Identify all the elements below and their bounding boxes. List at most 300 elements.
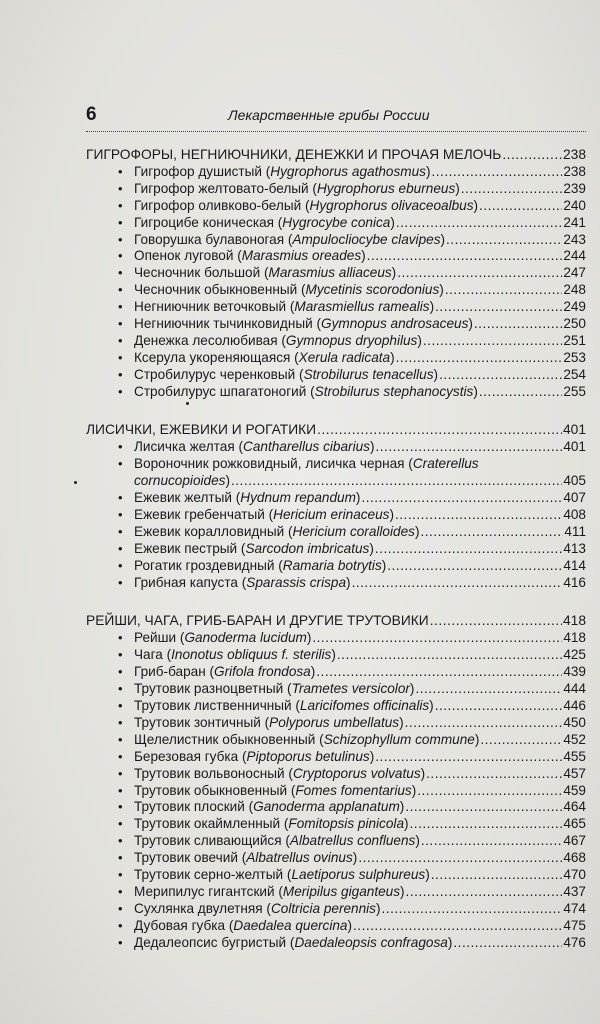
entry-close-paren: ): [369, 748, 375, 764]
dot-leader: [453, 935, 562, 952]
entry-page: 253: [563, 349, 586, 365]
section-page: 418: [562, 613, 586, 629]
toc-entry[interactable]: [86, 867, 586, 884]
entry-title: [134, 333, 422, 350]
entry-title-continued: [134, 473, 230, 490]
entry-title: [134, 350, 395, 367]
entry-latin-name: Hydnum repandum: [240, 490, 356, 506]
toc-entry[interactable]: [86, 456, 586, 473]
entry-latin-name: Albatrellus ovinus: [246, 850, 353, 866]
entry-close-paren: ): [399, 799, 405, 815]
section-heading[interactable]: [86, 421, 586, 439]
entry-page: 474: [563, 900, 586, 916]
entry-close-paren: ): [439, 282, 444, 298]
entry-latin-name: Marasmiellus ramealis: [294, 299, 430, 315]
entry-title: [134, 282, 444, 299]
toc-entry[interactable]: [86, 490, 586, 507]
entry-page: 475: [563, 917, 586, 933]
entry-latin-name: Strobilurus tenacellus: [303, 366, 434, 382]
entry-title: [134, 884, 405, 901]
dot-leader: [410, 816, 563, 833]
dot-leader: [426, 766, 562, 783]
dot-leader: [421, 833, 562, 850]
entry-page: 425: [563, 647, 586, 663]
dot-leader: [353, 918, 562, 935]
entry-title: [134, 850, 357, 867]
page-header: [86, 104, 586, 130]
entry-close-paren: ): [409, 681, 415, 697]
entry-latin-name: Cantharellus cibarius: [243, 439, 370, 455]
entry-close-paren: ): [399, 714, 404, 730]
entry-title: [134, 232, 445, 249]
section-heading[interactable]: [86, 146, 586, 164]
entry-close-paren: ): [306, 630, 312, 646]
dot-leader: [317, 421, 562, 439]
dot-leader: [316, 664, 562, 681]
toc-entry[interactable]: [86, 558, 586, 575]
dot-leader: [474, 316, 562, 333]
toc-entry[interactable]: [86, 681, 586, 698]
dot-leader: [405, 715, 563, 732]
entry-latin-name: Ampulocliocybe clavipes: [292, 231, 441, 247]
entry-title: [134, 181, 460, 198]
dot-leader: [431, 867, 563, 884]
entry-title: [134, 265, 396, 282]
entry-page: 244: [563, 248, 586, 264]
entry-page: 248: [563, 282, 586, 298]
entry-page: 251: [563, 332, 586, 348]
dot-leader: [435, 299, 562, 316]
dot-leader: [479, 198, 562, 215]
entry-latin-name: Mycetinis scorodonius: [305, 282, 440, 298]
toc-entry[interactable]: [86, 232, 586, 249]
entry-close-paren: ): [375, 900, 381, 916]
entry-latin-name: Laetiporus sulphureus: [291, 866, 426, 882]
entry-title: [134, 833, 420, 850]
entry-latin-name: Schizophyllum commune: [323, 731, 475, 747]
entry-latin-name: Hygrophorus agathosmus: [270, 164, 426, 179]
entry-latin-name: Sparassis crispa: [246, 574, 347, 590]
entry-russian-name: Чага (: [134, 647, 172, 663]
entry-latin-name: Marasmius alliaceus: [268, 265, 392, 281]
toc-entry[interactable]: [86, 935, 586, 952]
toc-entry[interactable]: [86, 507, 586, 524]
entry-close-paren: ): [429, 698, 434, 714]
entry-title: [134, 630, 311, 647]
dot-leader: [337, 647, 562, 664]
entry-latin-name: Hygrocybe conica: [282, 214, 391, 230]
entry-latin-name: Craterellus: [412, 456, 479, 472]
entry-title: [134, 647, 336, 664]
entry-title: [134, 783, 416, 800]
toc-entry[interactable]: [86, 333, 586, 350]
dot-leader: [405, 799, 562, 816]
toc-entry[interactable]: [86, 799, 586, 816]
entry-title: [134, 524, 419, 541]
toc-entry[interactable]: [86, 282, 586, 299]
entry-russian-name: Трутовик окаймленный (: [134, 816, 289, 832]
entry-russian-name: Трутовик овечий (: [134, 850, 247, 866]
entry-title: [134, 664, 315, 681]
entry-title: [134, 867, 430, 884]
entry-russian-name: Трутовик сливающийся (: [134, 833, 290, 849]
header-divider: [86, 131, 586, 132]
entry-russian-name: Опенок луговой (: [134, 248, 242, 264]
entry-title: [134, 935, 452, 952]
dot-leader: [395, 507, 562, 524]
entry-close-paren: ): [433, 366, 439, 382]
entry-russian-name: Гриб-баран (: [134, 664, 215, 680]
entry-title: [134, 799, 404, 816]
entry-russian-name: Трутовик лиственничный (: [134, 698, 300, 714]
entry-russian-name: Грибная капуста (: [134, 574, 247, 590]
entry-russian-name: Трутовик зонтичный (: [134, 714, 270, 730]
entry-latin-name: Laricifomes officinalis: [299, 698, 430, 714]
section-heading[interactable]: [86, 612, 586, 630]
entry-close-paren: ): [355, 490, 361, 506]
entry-close-paren: ): [310, 664, 316, 680]
entry-page: 255: [563, 383, 586, 399]
entry-russian-name: Ежевик желтый (: [134, 490, 241, 506]
toc-entry[interactable]: [86, 439, 586, 456]
entry-close-paren: ): [381, 557, 387, 573]
entry-close-paren: ): [411, 782, 417, 798]
entry-latin-name: Ramaria botrytis: [282, 557, 382, 573]
toc-entry[interactable]: [86, 630, 586, 647]
entry-close-paren: ): [473, 383, 478, 399]
entry-title: [134, 248, 366, 265]
entry-close-paren: ): [420, 765, 426, 781]
entry-title: [134, 901, 381, 918]
toc-entry[interactable]: [86, 164, 586, 181]
dot-leader: [361, 490, 562, 507]
entry-latin-name: Strobilurus stephanocystis: [314, 383, 474, 399]
entry-page: 240: [563, 197, 586, 213]
entry-close-paren: ): [473, 197, 479, 213]
entry-title: [134, 816, 409, 833]
entry-close-paren: ): [369, 439, 375, 455]
dot-leader: [367, 248, 563, 265]
entry-latin-name: Daedalea quercina: [233, 917, 348, 933]
entry-russian-name: Стробилурус черенковый (: [134, 366, 304, 382]
toc-entry[interactable]: [86, 524, 586, 541]
entry-close-paren: ): [369, 540, 374, 556]
entry-page: 401: [563, 439, 586, 455]
entry-page: 468: [563, 850, 586, 866]
entry-russian-name: Негниючник тычинковидный (: [134, 316, 322, 332]
entry-latin-name: Ganoderma applanatum: [253, 799, 400, 815]
entry-latin-name: Xerula radicata: [298, 349, 391, 365]
print-speck: [74, 481, 77, 484]
entry-close-paren: ): [389, 507, 394, 523]
entry-page: 254: [563, 366, 586, 382]
entry-page: 437: [563, 883, 586, 899]
toc-entry[interactable]: [86, 816, 586, 833]
entry-page: 464: [563, 799, 586, 815]
entry-russian-name: Ежевик гребенчатый (: [134, 507, 274, 523]
entry-latin-name: Piptoporus betulinus: [246, 748, 370, 764]
entry-russian-name: Рогатик гроздевидный (: [134, 557, 283, 573]
entry-page: 243: [563, 231, 586, 247]
toc-entry[interactable]: [86, 575, 586, 592]
entry-latin-name: Ganoderma lucidum: [184, 630, 307, 646]
toc-entry[interactable]: [86, 299, 586, 316]
entry-page: 239: [563, 180, 586, 196]
section-page: 238: [562, 147, 586, 162]
entry-close-paren: ): [425, 164, 431, 179]
entry-page: 465: [563, 816, 586, 832]
toc-entry[interactable]: [86, 248, 586, 265]
entry-russian-name: Дубовая губка (: [134, 917, 234, 933]
dot-leader: [312, 630, 562, 647]
toc-entry[interactable]: [86, 316, 586, 333]
entry-close-paren: ): [425, 866, 430, 882]
entry-russian-name: Щелелистник обыкновенный (: [134, 731, 324, 747]
entry-page: 439: [563, 664, 586, 680]
entry-close-paren: ): [400, 883, 405, 899]
toc-entry[interactable]: [86, 918, 586, 935]
toc-entry[interactable]: [86, 901, 586, 918]
toc-entry-continuation[interactable]: [86, 473, 586, 490]
dot-leader: [415, 681, 562, 698]
toc-section: [86, 146, 586, 400]
dot-leader: [417, 783, 562, 800]
entry-latin-name: Hericium erinaceus: [273, 507, 390, 523]
entry-russian-name: Березовая губка (: [134, 748, 247, 764]
entry-title: [134, 698, 434, 715]
entry-russian-name: Трутовик вольвоносный (: [134, 765, 293, 781]
dot-leader: [396, 350, 563, 367]
entry-page: 476: [563, 934, 586, 950]
entry-page: 238: [563, 164, 586, 179]
dot-leader: [375, 749, 562, 766]
print-speck: [186, 402, 189, 405]
entry-page: 408: [563, 507, 586, 523]
entry-page: 250: [563, 316, 586, 332]
entry-page: 452: [563, 731, 586, 747]
section-page: 401: [562, 422, 586, 438]
entry-title: [134, 384, 478, 401]
entry-page: 457: [563, 765, 586, 781]
entry-russian-name: Говорушка булавоногая (: [134, 231, 293, 247]
entry-page: 407: [563, 490, 586, 506]
entry-russian-name: Стробилурус шпагатоногий (: [134, 383, 315, 399]
entry-close-paren: ): [474, 731, 480, 747]
dot-leader: [502, 146, 562, 164]
entry-close-paren: ): [440, 231, 446, 247]
entry-close-paren: ): [429, 299, 435, 315]
entry-title: [134, 575, 351, 592]
toc-entry[interactable]: [86, 198, 586, 215]
toc-section: [86, 612, 586, 951]
dot-leader: [445, 282, 563, 299]
entry-title: [134, 490, 360, 507]
entry-title: [134, 456, 479, 473]
entry-close-paren: ): [331, 647, 336, 663]
entry-russian-name: Трутовик плоский (: [134, 799, 254, 815]
dot-leader: [431, 164, 562, 181]
section-title: ЛИСИЧКИ, ЕЖЕВИКИ И РОГАТИКИ: [86, 422, 317, 438]
entry-latin-name: Cryptoporus volvatus: [292, 765, 421, 781]
entry-page: 450: [563, 714, 586, 730]
entry-page: 444: [563, 681, 586, 697]
toc-entry[interactable]: [86, 541, 586, 558]
entry-latin-name: Hygrophorus eburneus: [316, 180, 456, 196]
toc-entry[interactable]: [86, 367, 586, 384]
entry-russian-name: Трутовик серно-желтый (: [134, 866, 292, 882]
entry-close-paren: ): [225, 473, 230, 489]
entry-close-paren: ): [447, 934, 453, 950]
entry-close-paren: ): [455, 180, 460, 196]
dot-leader: [435, 698, 563, 715]
dot-leader: [358, 850, 562, 867]
entry-page: 411: [564, 523, 586, 539]
entry-latin-name: Marasmius oreades: [241, 248, 362, 264]
entry-russian-name: Рейши (: [134, 630, 185, 646]
entry-title: [134, 198, 478, 215]
dot-leader: [439, 367, 562, 384]
entry-page: 414: [563, 557, 586, 573]
toc-entry[interactable]: [86, 664, 586, 681]
entry-title: [134, 316, 473, 333]
entry-latin-name: Hygrophorus olivaceoalbus: [309, 197, 474, 213]
entry-page: 405: [563, 473, 586, 489]
entry-title: [134, 715, 404, 732]
entry-close-paren: ): [391, 265, 397, 281]
entry-title: [134, 732, 479, 749]
entry-close-paren: ): [414, 523, 420, 539]
dot-leader: [430, 612, 562, 630]
entry-russian-name: Трутовик обыкновенный (: [134, 782, 296, 798]
section-title: РЕЙШИ, ЧАГА, ГРИБ-БАРАН И ДРУГИЕ ТРУТОВИКИ: [86, 613, 429, 629]
dot-leader: [375, 439, 562, 456]
entry-close-paren: ): [468, 316, 473, 332]
section-title: ГИГРОФОРЫ, НЕГНИЮЧНИКИ, ДЕНЕЖКИ И ПРОЧАЯ МЕЛОЧЬ: [86, 147, 502, 162]
entry-latin-name: Meripilus giganteus: [282, 883, 401, 899]
toc-entry[interactable]: [86, 749, 586, 766]
running-title: Лекарственные грибы России: [228, 107, 430, 123]
entry-page: 249: [563, 299, 586, 315]
dot-leader: [479, 384, 562, 401]
entry-latin-name: Inonotus obliquus f. sterilis: [171, 647, 332, 663]
entry-latin-name: Polyporus umbellatus: [269, 714, 400, 730]
entry-russian-name: Гигрофор душистый (: [134, 164, 271, 179]
dot-leader: [396, 215, 562, 232]
dot-leader: [387, 558, 562, 575]
entry-latin-name: Gymnopus androsaceus: [321, 316, 469, 332]
entry-latin-name: Albatrellus confluens: [289, 833, 416, 849]
toc-entry[interactable]: [86, 850, 586, 867]
entry-title: [134, 367, 438, 384]
entry-russian-name: Чесночник большой (: [134, 265, 269, 281]
dot-leader: [382, 901, 563, 918]
entry-russian-name: Денежка лесолюбивая (: [134, 332, 286, 348]
entry-russian-name: Лисичка желтая (: [134, 439, 244, 455]
entry-russian-name: Чесночник обыкновенный (: [134, 282, 306, 298]
entry-latin-name: Daedaleopsis confragosa: [294, 934, 448, 950]
entry-page: 446: [563, 698, 586, 714]
entry-russian-name: Ксерула укореняющаяся (: [134, 349, 299, 365]
entry-page: 413: [563, 540, 586, 556]
entry-close-paren: ): [352, 850, 358, 866]
entry-title: [134, 299, 434, 316]
entry-russian-name: Дедалеопсис бугристый (: [134, 934, 295, 950]
entry-russian-name: Гигроцибе коническая (: [134, 214, 283, 230]
entry-title: [134, 164, 430, 181]
table-of-contents: [86, 146, 586, 951]
entry-russian-name: Гигрофор желтовато-белый (: [134, 180, 317, 196]
entry-latin-name: Grifola frondosa: [214, 664, 311, 680]
dot-leader: [420, 524, 563, 541]
entry-russian-name: Негниючник веточковый (: [134, 299, 295, 315]
dot-leader: [461, 181, 563, 198]
dot-leader: [352, 575, 563, 592]
entry-page: 470: [563, 866, 586, 882]
toc-entry[interactable]: [86, 698, 586, 715]
toc-entry[interactable]: [86, 215, 586, 232]
entry-page: 241: [563, 214, 586, 230]
entry-title: [134, 507, 394, 524]
entry-close-paren: ): [415, 833, 420, 849]
entry-title: [134, 558, 386, 575]
toc-entry[interactable]: [86, 647, 586, 664]
entry-latin-name: Sarcodon imbricatus: [245, 540, 370, 556]
page-number: 6: [86, 104, 97, 125]
entry-russian-name: Трутовик разноцветный (: [134, 681, 292, 697]
entry-page: 416: [563, 574, 586, 590]
dot-leader: [446, 232, 562, 249]
entry-title: [134, 541, 374, 558]
toc-entry[interactable]: [86, 884, 586, 901]
entry-title: [134, 215, 395, 232]
toc-entry[interactable]: [86, 732, 586, 749]
entry-close-paren: ): [346, 574, 351, 590]
toc-entry[interactable]: [86, 833, 586, 850]
entry-page: 455: [563, 748, 586, 764]
entry-russian-name: Мерипилус гигантский (: [134, 883, 283, 899]
entry-title: [134, 439, 374, 456]
toc-entry[interactable]: [86, 715, 586, 732]
entry-page: 467: [563, 833, 586, 849]
dot-leader: [375, 541, 562, 558]
entry-latin-name: Hericium coralloides: [292, 523, 415, 539]
entry-page: 459: [563, 782, 586, 798]
toc-entry[interactable]: [86, 783, 586, 800]
dot-leader: [406, 884, 563, 901]
entry-page: 247: [563, 265, 586, 281]
entry-title: [134, 749, 374, 766]
toc-entry[interactable]: [86, 350, 586, 367]
entry-latin-name: Fomes fomentarius: [295, 782, 412, 798]
toc-entry[interactable]: [86, 384, 586, 401]
entry-title: [134, 918, 352, 935]
toc-entry[interactable]: [86, 265, 586, 282]
dot-leader: [423, 333, 562, 350]
entry-close-paren: ): [347, 917, 353, 933]
toc-entry[interactable]: [86, 181, 586, 198]
entry-latin-name: Fomitopsis pinicola: [288, 816, 404, 832]
entry-latin-name: Gymnopus dryophilus: [285, 332, 418, 348]
dot-leader: [480, 732, 562, 749]
dot-leader: [397, 265, 562, 282]
entry-russian-name: Сухлянка двулетняя (: [134, 900, 271, 916]
entry-russian-name: Гигрофор оливково-белый (: [134, 197, 310, 213]
entry-close-paren: ): [390, 214, 395, 230]
dot-leader: [231, 473, 562, 490]
entry-latin-name: Trametes versicolor: [291, 681, 410, 697]
entry-russian-name: Вороночник рожковидный, лисичка черная (: [134, 456, 413, 472]
toc-entry[interactable]: [86, 766, 586, 783]
